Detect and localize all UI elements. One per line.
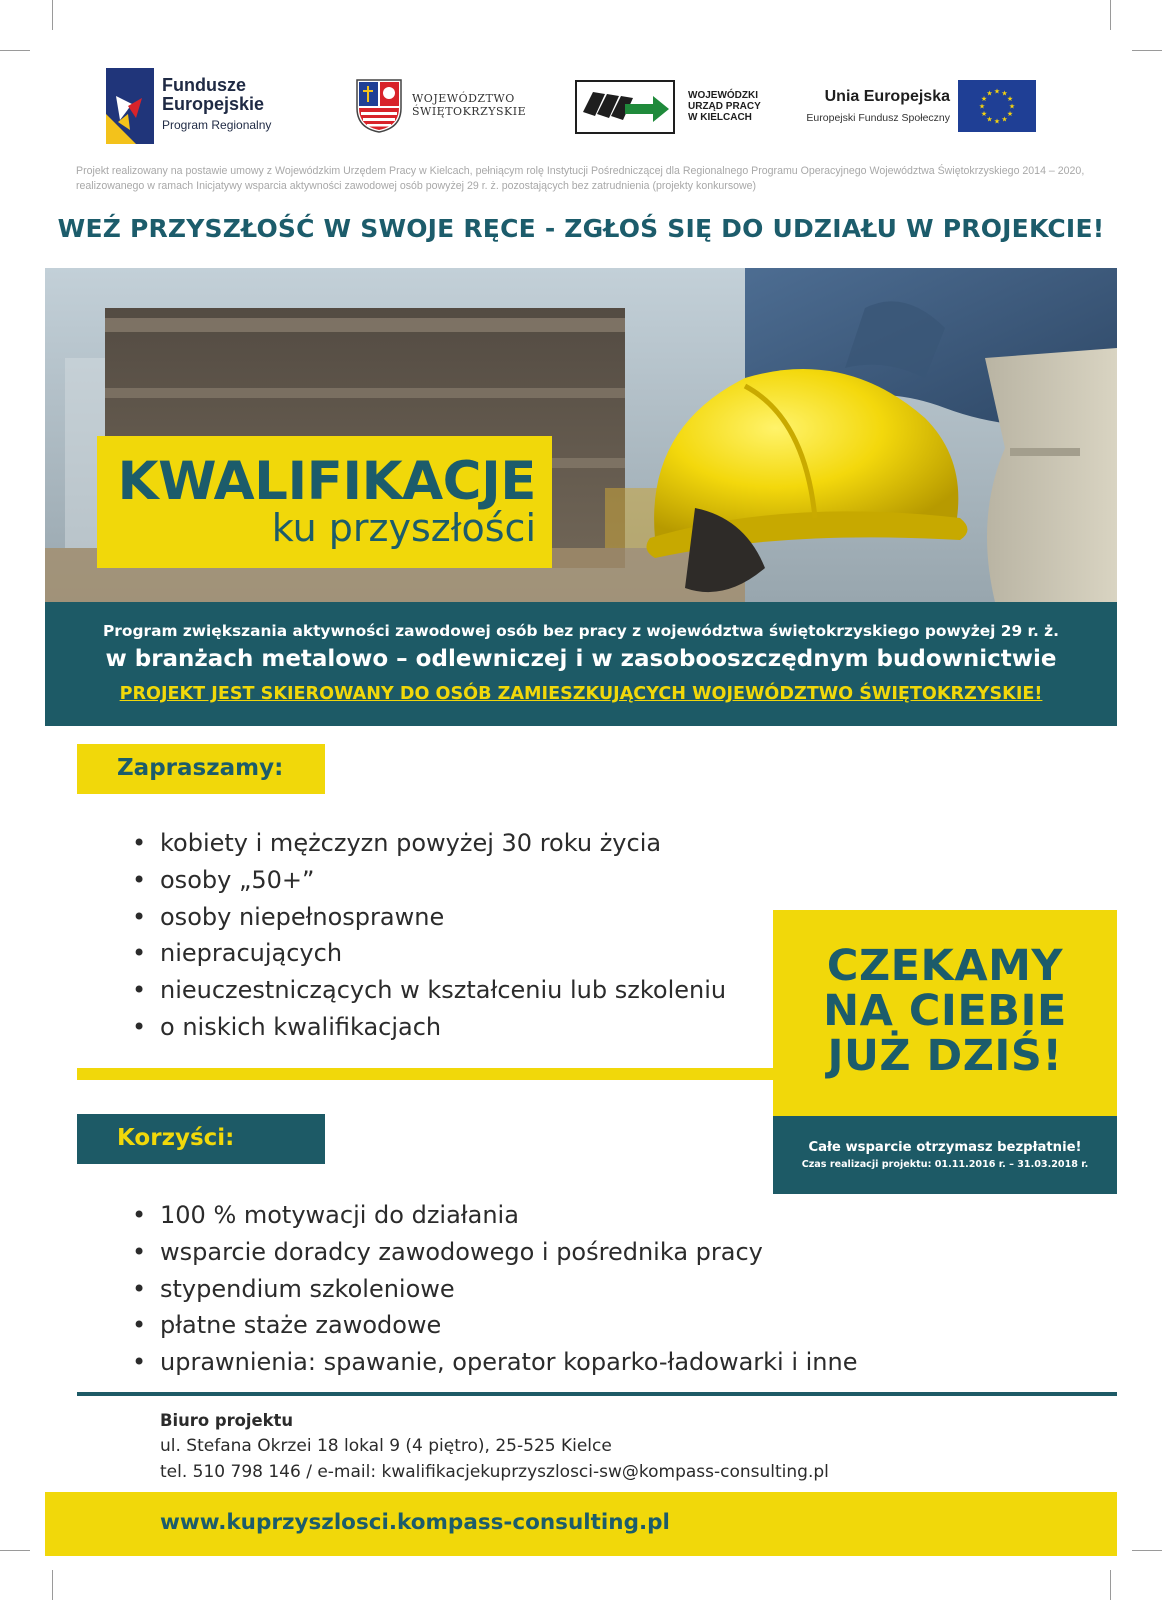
list-item: • nieuczestniczących w kształceniu lub szkoleniu (132, 972, 726, 1009)
eu-star-icon: ★ (1006, 110, 1014, 118)
hero-image (45, 268, 1117, 602)
eu-star-icon: ★ (980, 110, 988, 118)
ue-subtitle: Europejski Fundusz Społeczny (806, 112, 950, 124)
wup-logo (575, 80, 675, 134)
fundusze-subtitle: Program Regionalny (162, 118, 272, 132)
fundusze-europejskie-logo (106, 68, 154, 144)
list-item: • kobiety i mężczyzn powyżej 30 roku życia (132, 825, 726, 862)
crop-mark (1132, 1550, 1162, 1551)
section-divider (77, 1068, 773, 1080)
cta-info-box (773, 1116, 1117, 1194)
project-period-text: Czas realizacji projektu: 01.11.2016 r. – 31.03.2018 r. (801, 1159, 1089, 1170)
list-item: • stypendium szkoleniowe (132, 1271, 858, 1308)
eu-star-icon: ★ (993, 87, 1001, 96)
hero-label-box (97, 436, 552, 568)
eu-star-icon: ★ (1001, 115, 1008, 124)
office-contact[interactable]: tel. 510 798 146 / e-mail: kwalifikacjekuprzyszlosci-sw@kompass-consulting.pl (160, 1462, 829, 1482)
free-support-text: Całe wsparcie otrzymasz bezpłatnie! (808, 1140, 1082, 1155)
main-headline: WEŹ PRZYSZŁOŚĆ W SWOJE RĘCE - ZGŁOŚ SIĘ DO UDZIAŁU W PROJEKCIE! (57, 214, 1105, 243)
eu-star-icon: ★ (1008, 102, 1016, 111)
invite-heading: Zapraszamy: (77, 744, 325, 794)
contact-divider (77, 1392, 1117, 1396)
program-line-2: w branżach metalowo – odlewniczej i w zasobooszczędnym budownictwie (105, 646, 1057, 672)
project-office (160, 1408, 829, 1485)
list-item: • osoby „50+” (132, 862, 726, 899)
program-description-band (45, 602, 1117, 726)
footer-band (45, 1492, 1117, 1556)
benefits-heading: Korzyści: (77, 1114, 325, 1164)
wup-text: WOJEWÓDZKI URZĄD PRACY W KIELCACH (688, 90, 761, 123)
fundusze-title: Fundusze Europejskie (162, 75, 265, 114)
crop-mark (1132, 50, 1162, 51)
project-disclaimer: Projekt realizowany na postawie umowy z Wojewódzkim Urzędem Pracy w Kielcach, pełniącym rolę Instytucji Pośredniczącej dla Regionalnego Programu Operacyjnego Województwa Świętokrzyskiego 2014 – 2020, realizowanego w ramach Inicjatywy wsparcia aktywności zawodowej osób powyżej 29 r. ż. pozostających bez zatrudnienia (projekty konkursowe) (76, 165, 1085, 192)
office-address: ul. Stefana Okrzei 18 lokal 9 (4 piętro), 25-525 Kielce (160, 1436, 612, 1456)
list-item: • wsparcie doradcy zawodowego i pośrednika pracy (132, 1234, 858, 1271)
program-line-1: Program zwiększania aktywności zawodowej osób bez pracy z województwa świętokrzyskiego powyżej 29 r. ż. (103, 622, 1059, 640)
website-link[interactable]: www.kuprzyszlosci.kompass-consulting.pl (160, 1510, 670, 1535)
list-item: • płatne staże zawodowe (132, 1307, 858, 1344)
ue-title: Unia Europejska (824, 88, 950, 105)
wojewodztwo-text: WOJEWÓDZTWO ŚWIĘTOKRZYSKIE (412, 92, 527, 118)
eu-star-icon: ★ (978, 102, 986, 111)
benefits-list (132, 1197, 858, 1381)
hero-subtitle: ku przyszłości (271, 506, 536, 550)
eu-star-icon: ★ (980, 95, 988, 103)
list-item: • 100 % motywacji do działania (132, 1197, 858, 1234)
eu-star-icon: ★ (1001, 89, 1008, 98)
ue-text (770, 88, 950, 124)
office-title: Biuro projektu (160, 1411, 294, 1430)
invite-list (132, 825, 726, 1046)
cta-text: CZEKAMY NA CIEBIE JUŻ DZIŚ! (823, 941, 1067, 1081)
crop-mark (52, 0, 53, 30)
crop-mark (1110, 1570, 1111, 1600)
list-item: • niepracujących (132, 935, 726, 972)
swietokrzyskie-crest-icon (355, 78, 403, 134)
eu-star-icon: ★ (1006, 95, 1014, 103)
cta-box (773, 910, 1117, 1116)
eu-flag-icon (958, 80, 1036, 132)
wup-arrow-icon (577, 82, 673, 132)
hero-title: KWALIFIKACJE (117, 451, 536, 512)
crop-mark (52, 1570, 53, 1600)
list-item: • uprawnienia: spawanie, operator koparko-ładowarki i inne (132, 1344, 858, 1381)
list-item: • osoby niepełnosprawne (132, 899, 726, 936)
list-item: • o niskich kwalifikacjach (132, 1009, 726, 1046)
logo-bar (100, 66, 1060, 146)
eu-star-icon: ★ (986, 89, 993, 98)
crop-mark (0, 50, 30, 51)
fundusze-text (162, 76, 271, 132)
eu-star-icon: ★ (986, 115, 993, 124)
crop-mark (0, 1550, 30, 1551)
crop-mark (1110, 0, 1111, 30)
eu-star-icon: ★ (993, 117, 1001, 126)
program-target-notice: PROJEKT JEST SKIEROWANY DO OSÓB ZAMIESZKUJĄCYCH WOJEWÓDZTWO ŚWIĘTOKRZYSKIE! (119, 684, 1043, 704)
